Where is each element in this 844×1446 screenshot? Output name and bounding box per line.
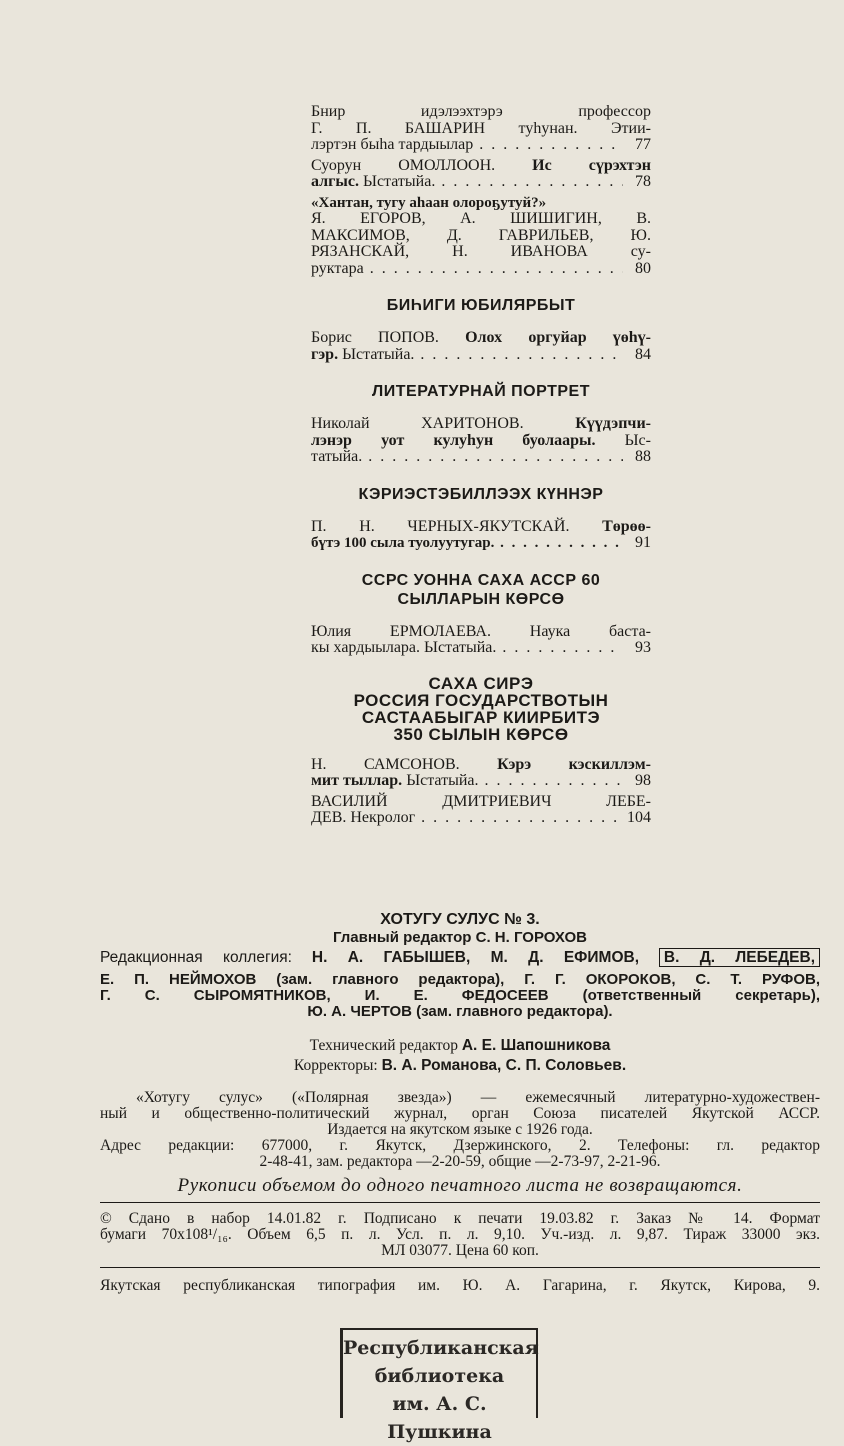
work-title: Күүдэпчи- — [575, 415, 651, 432]
page-number: 91 — [635, 534, 651, 551]
address: 2-48-41, зам. редактора —2-20-59, общие —2-73-97, 2-21-96. — [259, 1153, 661, 1170]
genre: Ыстатыйа. — [338, 346, 415, 363]
boxed-member: В. Д. ЛЕБЕДЕВ, — [659, 948, 820, 967]
toc-line: РЯЗАНСКАЙ, Н. ИВАНОВА су- — [311, 243, 651, 260]
page-number: 84 — [635, 345, 651, 363]
work-title: Төрөө- — [602, 517, 651, 535]
toc-line: лэртэн быһа тардыылар . . . — [311, 137, 623, 154]
page-number: 93 — [635, 639, 651, 656]
tech-editor — [100, 1038, 820, 1054]
page-number: 104 — [627, 809, 651, 826]
toc-entry-popov — [311, 330, 651, 363]
toc-entry-omollon — [311, 158, 651, 191]
stamp-line: библиотека — [374, 1365, 505, 1387]
work-title: алгыс. — [311, 174, 359, 190]
section-heading-ussr: ССРС УОННА САХА АССР 60 — [361, 571, 601, 589]
page-number: 77 — [635, 136, 651, 153]
toc-entry-lebedev — [311, 794, 651, 827]
divider — [100, 1202, 820, 1203]
toc-line — [311, 519, 651, 536]
author: П. Н. ЧЕРНЫХ-ЯКУТСКАЙ. — [311, 517, 603, 535]
toc-line: руктара . . . — [311, 261, 623, 278]
board-members: Н. А. ГАБЫШЕВ, М. Д. ЕФИМОВ, — [311, 949, 640, 966]
board-members: Ю. А. ЧЕРТОВ (зам. главного редактора). — [307, 1003, 613, 1020]
chief-editor: Главный редактор С. Н. ГОРОХОВ — [333, 929, 587, 946]
toc-line — [311, 330, 651, 347]
toc-line — [311, 773, 623, 790]
work-title: Кэрэ кэскиллэм- — [497, 755, 652, 773]
toc-line: Г. П. БАШАРИН туһунан. Этии- — [311, 119, 651, 137]
imprint — [100, 912, 820, 1294]
correctors — [100, 1058, 820, 1074]
toc-entry-samsonov — [311, 757, 651, 790]
print-details: МЛ 03077. Цена 60 коп. — [381, 1242, 539, 1259]
section-heading-jubilee: БИҺИГИ ЮБИЛЯРБЫТ — [386, 297, 576, 314]
author: Николай ХАРИТОНОВ. — [311, 415, 576, 432]
work-title: мит тыллар. — [311, 773, 403, 789]
toc-line: Юлия ЕРМОЛАЕВА. Наука баста- — [311, 622, 651, 640]
toc-entry-chernykh — [311, 519, 651, 552]
work-title: «Хантан, тугу аһаан олороҕутуй?» — [311, 194, 547, 211]
toc-entry-khantan — [311, 195, 651, 278]
toc-line — [311, 174, 623, 191]
author: Суорун ОМОЛЛООН. — [311, 156, 533, 174]
toc-line: Бнир идэлээхтэрэ профессор — [311, 103, 651, 120]
author: Борис ПОПОВ. — [311, 329, 466, 346]
section-heading-portrait: ЛИТЕРАТУРНАЙ ПОРТРЕТ — [372, 383, 590, 400]
page-number: 98 — [635, 772, 651, 789]
library-stamp — [340, 1328, 539, 1443]
manuscripts-notice: Рукописи объемом до одного печатного листа не возвращаются. — [177, 1175, 743, 1196]
tech-name: А. Е. Шапошникова — [461, 1037, 611, 1054]
section-heading-dates: КЭРИЭСТЭБИЛЛЭЭХ КҮННЭР — [358, 485, 604, 503]
page-number: 78 — [635, 173, 651, 190]
description: «Хотугу сулус» («Полярная звезда») — ежемесячный литературно-художествен- — [136, 1089, 820, 1106]
description: ный и общественно-политический журнал, орган Союза писателей Якутской АССР. — [100, 1105, 820, 1122]
table-of-contents — [311, 104, 651, 831]
heading-line: САХА СИРЭ — [428, 673, 534, 693]
corr-names: В. А. Романова, С. П. Соловьев. — [381, 1057, 627, 1074]
toc-line — [311, 433, 651, 450]
page-number: 80 — [635, 259, 651, 277]
section-heading-russia — [311, 675, 651, 743]
toc-line — [311, 158, 651, 175]
board-label: Редакционная коллегия: — [100, 949, 292, 966]
heading-line: 350 СЫЛЫН КӨРСӨ — [393, 724, 569, 744]
work-title: Ис сүрэхтэн — [532, 156, 651, 174]
work-title: гэр. — [311, 346, 339, 363]
magazine-issue: ХОТУГУ СУЛУС № 3. — [380, 911, 540, 928]
work-title: лэнэр уот кулуһун буолаары. — [311, 431, 596, 449]
description: Издается на якутском языке с 1926 года. — [327, 1121, 593, 1138]
toc-entry-ermolaeva — [311, 624, 651, 657]
heading-line: РОССИЯ ГОСУДАРСТВОТЫН — [353, 690, 609, 710]
board-members: Г. С. СЫРОМЯТНИКОВ, И. Е. ФЕДОСЕЕВ (ответственный секретарь), — [100, 987, 820, 1004]
author: Н. САМСОНОВ. — [311, 755, 498, 773]
editorial-board-line — [100, 950, 820, 966]
heading-line: САСТААБЫГАР КИИРБИТЭ — [361, 707, 601, 727]
stamp-line: им. А. С. Пушкина — [387, 1393, 492, 1443]
toc-line: Я. ЕГОРОВ, А. ШИШИГИН, В. — [311, 210, 651, 227]
toc-line: татыйа. . . . — [311, 449, 623, 466]
toc-entry-kharitonov — [311, 416, 651, 466]
genre: Ыс- — [595, 431, 651, 449]
toc-line — [311, 416, 651, 433]
section-heading-ussr-2: СЫЛЛАРЫН КӨРСӨ — [397, 590, 565, 608]
toc-line: ДЕВ. Некролог . . . — [311, 810, 623, 827]
print-details: бумаги 70х108¹/₁₆. Объем 6,5 п. л. Усл. п. л. 9,10. Уч.-изд. л. 9,87. Тираж 33000 экз. — [100, 1226, 820, 1243]
stamp-line: Республиканская — [343, 1337, 539, 1359]
toc-line: МАКСИМОВ, Д. ГАВРИЛЬЕВ, Ю. — [311, 226, 651, 244]
work-title: бүтэ 100 сыла туолуутугар. . . . — [311, 535, 623, 552]
print-details: © Сдано в набор 14.01.82 г. Подписано к печати 19.03.82 г. Заказ № 14. Формат — [100, 1210, 820, 1227]
address: Адрес редакции: 677000, г. Якутск, Дзержинского, 2. Телефоны: гл. редактор — [100, 1137, 820, 1154]
toc-entry-basharin — [311, 104, 651, 154]
divider — [100, 1267, 820, 1268]
toc-line: ВАСИЛИЙ ДМИТРИЕВИЧ ЛЕБЕ- — [311, 792, 651, 810]
toc-line: кы хардыылара. Ыстатыйа. . . . — [311, 640, 623, 657]
tech-label: Технический редактор — [309, 1037, 462, 1054]
board-members: Е. П. НЕЙМОХОВ (зам. главного редактора), Г. Г. ОКОРОКОВ, С. Т. РУФОВ, — [100, 971, 820, 988]
genre: Ыстатыйа. — [402, 773, 479, 789]
printer: Якутская республиканская типография им. Ю. А. Гагарина, г. Якутск, Кирова, 9. — [100, 1277, 820, 1294]
page-number: 88 — [635, 448, 651, 465]
work-title: Олох оргуйар үөһү- — [465, 329, 651, 346]
genre: Ыстатыйа. — [362, 174, 436, 190]
toc-line — [311, 757, 651, 774]
corr-label: Корректоры: — [293, 1057, 382, 1074]
toc-line — [311, 347, 623, 364]
